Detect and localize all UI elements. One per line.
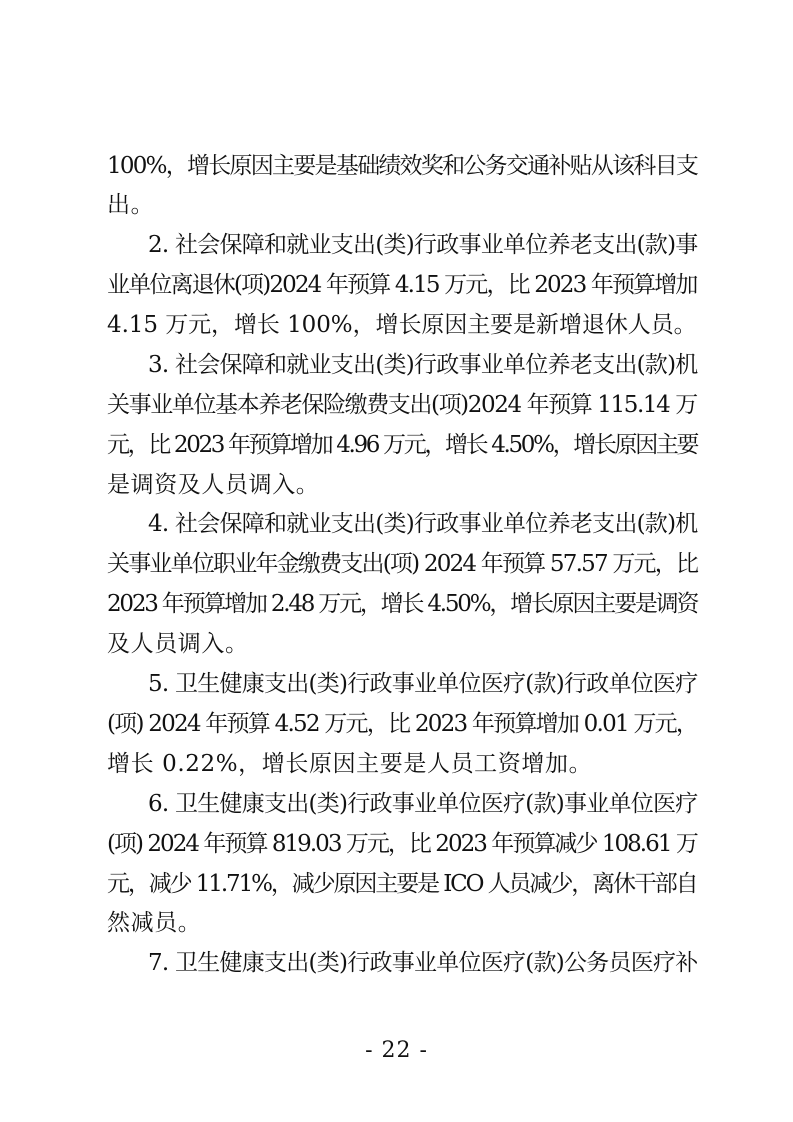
text-line: 及人员调入。 xyxy=(107,631,249,657)
paragraph-5-line: 5. 卫生健康支出(类)行政事业单位医疗(款)行政单位医疗 xyxy=(148,671,698,697)
text-line: 元，比 2023 年预算增加 4.96 万元，增长 4.50%，增长原因主要 xyxy=(107,432,698,458)
text-line: (项) 2024 年预算 819.03 万元，比 2023 年预算减少 108.61 万 xyxy=(107,831,697,857)
text-line: 元，减少 11.71%，减少原因主要是 ICO 人员减少，离休干部自 xyxy=(107,871,697,897)
paragraph-2-line: 2. 社会保障和就业支出(类)行政事业单位养老支出(款)事 xyxy=(148,232,698,258)
paragraph-6-line: 6. 卫生健康支出(类)行政事业单位医疗(款)事业单位医疗 xyxy=(148,791,698,817)
text-line: 增长 0.22%，增长原因主要是人员工资增加。 xyxy=(107,751,593,777)
text-line: 关事业单位职业年金缴费支出(项) 2024 年预算 57.57 万元，比 xyxy=(107,551,698,577)
paragraph-7-line: 7. 卫生健康支出(类)行政事业单位医疗(款)公务员医疗补 xyxy=(148,950,698,976)
text-line: 2023 年预算增加 2.48 万元，增长 4.50%，增长原因主要是调资 xyxy=(107,591,698,617)
text-line: 是调资及人员调入。 xyxy=(107,472,320,498)
text-line: (项) 2024 年预算 4.52 万元，比 2023 年预算增加 0.01 万元， xyxy=(107,711,698,737)
page-number: - 22 - xyxy=(365,1038,428,1063)
text-line: 业单位离退休(项)2024 年预算 4.15 万元，比 2023 年预算增加 xyxy=(107,272,697,298)
text-line: 100%，增长原因主要是基础绩效奖和公务交通补贴从该科目支 xyxy=(107,153,698,179)
text-line: 4.15 万元，增长 100%，增长原因主要是新增退休人员。 xyxy=(107,312,697,338)
text-line: 关事业单位基本养老保险缴费支出(项)2024 年预算 115.14 万 xyxy=(107,392,697,418)
text-line: 出。 xyxy=(107,192,155,218)
text-line: 然减员。 xyxy=(107,910,202,936)
paragraph-3-line: 3. 社会保障和就业支出(类)行政事业单位养老支出(款)机 xyxy=(148,352,698,378)
paragraph-4-line: 4. 社会保障和就业支出(类)行政事业单位养老支出(款)机 xyxy=(148,511,698,537)
